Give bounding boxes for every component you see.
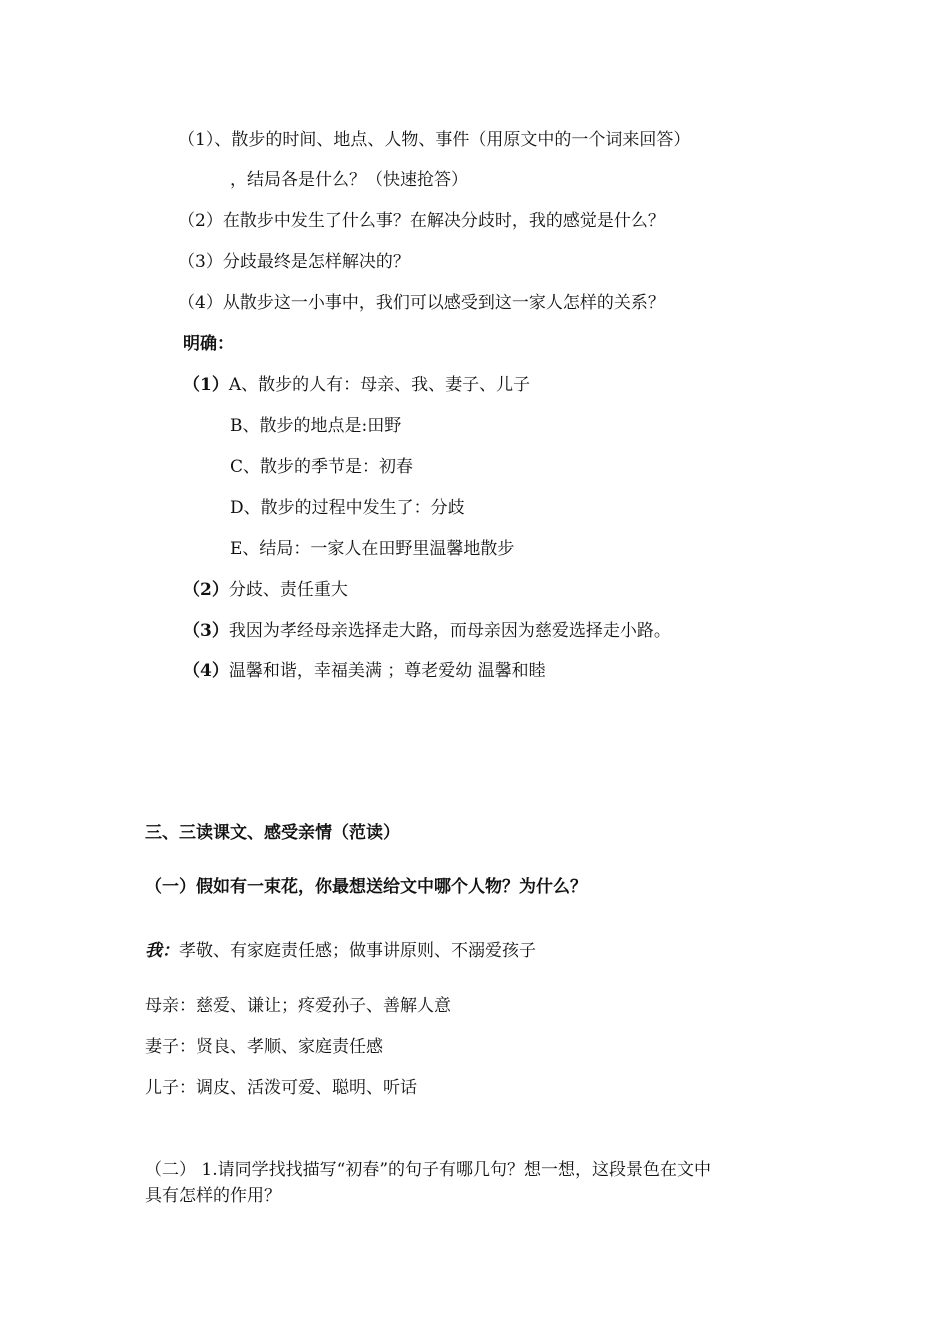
answer-2-text: 分歧、责任重大 [228,580,348,600]
section-3-title: 三、三读课文、感受亲情（范读） [145,823,400,843]
section-3-subquestion-1: （一）假如有一束花，你最想送给文中哪个人物？为什么？ [145,877,587,897]
answer-2 [183,578,348,602]
answer-1-a: A、散步的人有：母亲、我、妻子、儿子 [228,375,531,395]
character-wo [145,939,536,963]
answers-heading: 明确： [183,334,234,354]
answer-3-text: 我因为孝经母亲选择走大路，而母亲因为慈爱选择走小路。 [228,621,671,641]
question-3: （3）分歧最终是怎样解决的？ [178,252,410,272]
answer-4-number: （4） [183,661,229,681]
character-son: 儿子：调皮、活泼可爱、聪明、听话 [145,1078,417,1098]
character-wo-traits: 孝敬、有家庭责任感；做事讲原则、不溺爱孩子 [179,941,536,961]
answer-3 [183,619,671,643]
section-3-subquestion-2-line-1: （二） 1.请同学找找描写“初春”的句子有哪几句？想一想，这段景色在文中 [145,1160,712,1180]
character-wife: 妻子：贤良、孝顺、家庭责任感 [145,1037,383,1057]
character-wo-label: 我： [145,941,179,961]
answer-3-number: （3） [183,621,229,641]
answer-1 [183,373,530,397]
answer-1-number: （1） [183,375,229,395]
answer-1-c: C、散步的季节是：初春 [230,457,414,477]
question-1-line-1: （1）、散步的时间、地点、人物、事件（用原文中的一个词来回答） [178,130,691,150]
question-1-line-2: ，结局各是什么？（快速抢答） [230,170,468,190]
answer-4 [183,659,546,683]
answer-4-text: 温馨和谐，幸福美满 ；尊老爱幼 温馨和睦 [228,661,546,681]
question-2: （2）在散步中发生了什么事？在解决分歧时，我的感觉是什么？ [178,211,665,231]
section-3-subquestion-2-line-2: 具有怎样的作用？ [145,1186,281,1206]
answer-1-b: B、散步的地点是:田野 [230,416,402,436]
character-mother: 母亲：慈爱、谦让；疼爱孙子、善解人意 [145,996,451,1016]
question-4: （4）从散步这一小事中，我们可以感受到这一家人怎样的关系？ [178,293,665,313]
answer-1-e: E、结局：一家人在田野里温馨地散步 [230,539,515,559]
answer-2-number: （2） [183,580,229,600]
answer-1-d: D、散步的过程中发生了：分歧 [230,498,465,518]
